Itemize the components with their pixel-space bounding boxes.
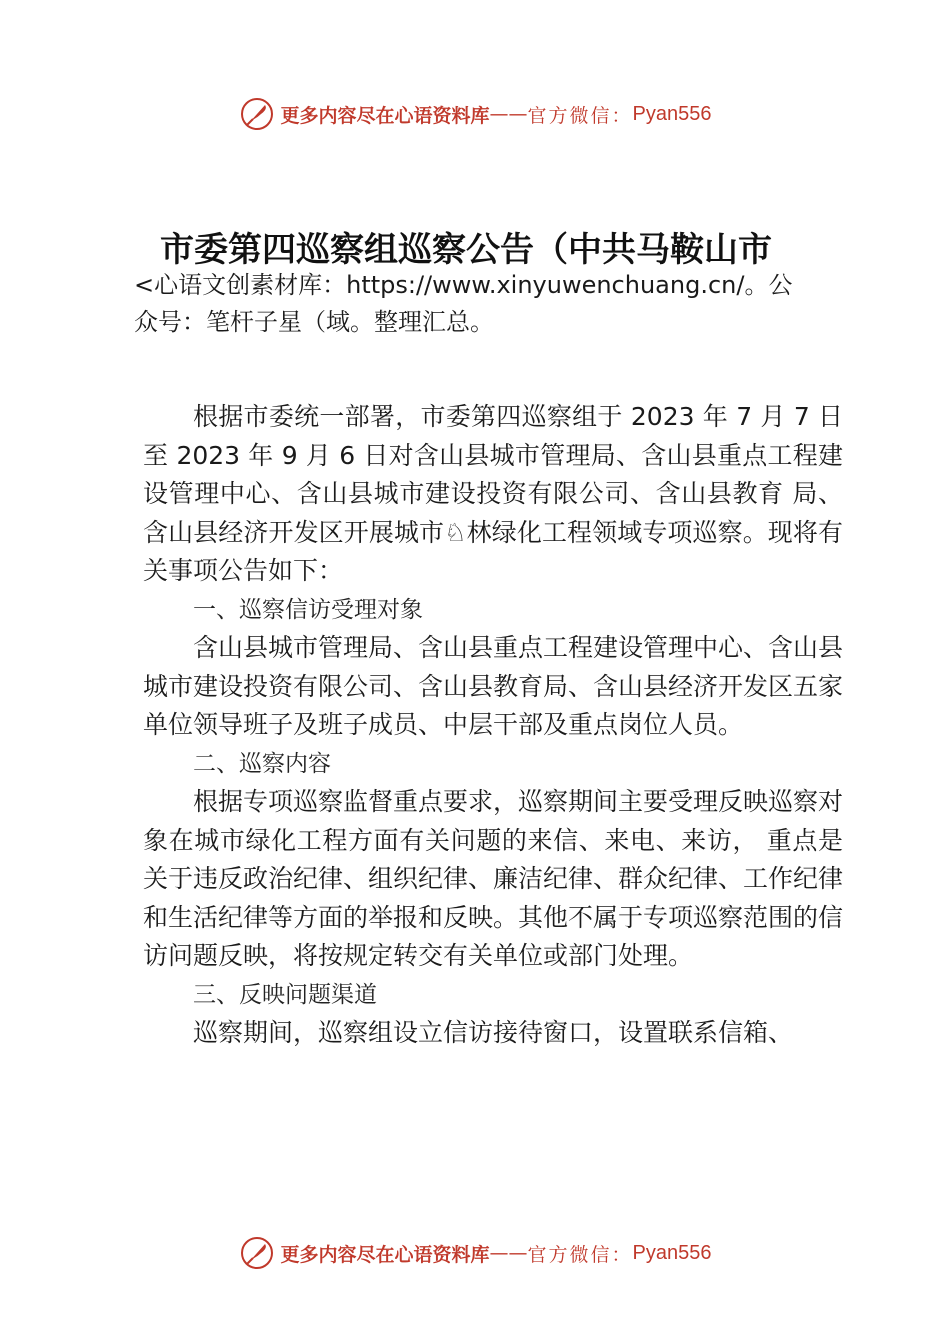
banner-main-text: 更多内容尽在心语资料库 [280,1243,490,1266]
banner-wechat-id: Pyan556 [632,1241,712,1264]
document-title: 市委第四巡察组巡察公告（中共马鞍山市 [160,230,772,270]
source-note-line-1: <心语文创素材库：https://www.xinyuwenchuang.cn/。公 [134,271,793,299]
document-body [143,398,843,1053]
section-1-heading: 一、巡察信访受理对象 [193,596,423,623]
section-3-paragraph: 巡察期间，巡察组设立信访接待窗口，设置联系信箱、 [193,1018,794,1047]
banner-wechat-id: Pyan556 [632,102,712,125]
source-note-line-2: 众号：笔杆子星（域。整理汇总。 [134,308,494,336]
quill-logo-icon [239,1235,275,1271]
header-watermark-banner [0,94,950,134]
banner-dash: —— [489,1242,528,1264]
intro-paragraph: 根据市委统一部署，市委第四巡察组于 2023 年 7 月 7 日至 2023 年 9 月 6 日对含山县城市管理局、含山县重点工程建设管理中心、含山县城市建设投资有限公司、含山县教育 局、含山县经济开发区开展城市♘林绿化工程领域专项巡察。现将有关事项公告如下： [143,402,843,585]
banner-wechat-label: 官方微信： [527,104,633,127]
section-2-paragraph: 根据专项巡察监督重点要求，巡察期间主要受理反映巡察对象在城市绿化工程方面有关问题的来信、来电、来访， 重点是关于违反政治纪律、组织纪律、廉洁纪律、群众纪律、工作纪律和生活纪律等方面的举报和反映。其他不属于专项巡察范围的信访问题反映，将按规定转交有关单位或部门处理。 [143,787,844,970]
section-1-paragraph: 含山县城市管理局、含山县重点工程建设管理中心、含山县城市建设投资有限公司、含山县教育局、含山县经济开发区五家单位领导班子及班子成员、中层干部及重点岗位人员。 [143,633,844,739]
quill-logo-icon [239,96,275,132]
banner-wechat-label: 官方微信： [527,1243,633,1266]
footer-watermark-banner [0,1233,950,1273]
banner-main-text: 更多内容尽在心语资料库 [280,104,490,127]
section-2-heading: 二、巡察内容 [193,750,331,777]
banner-dash: —— [489,103,528,125]
section-3-heading: 三、反映问题渠道 [193,981,377,1008]
